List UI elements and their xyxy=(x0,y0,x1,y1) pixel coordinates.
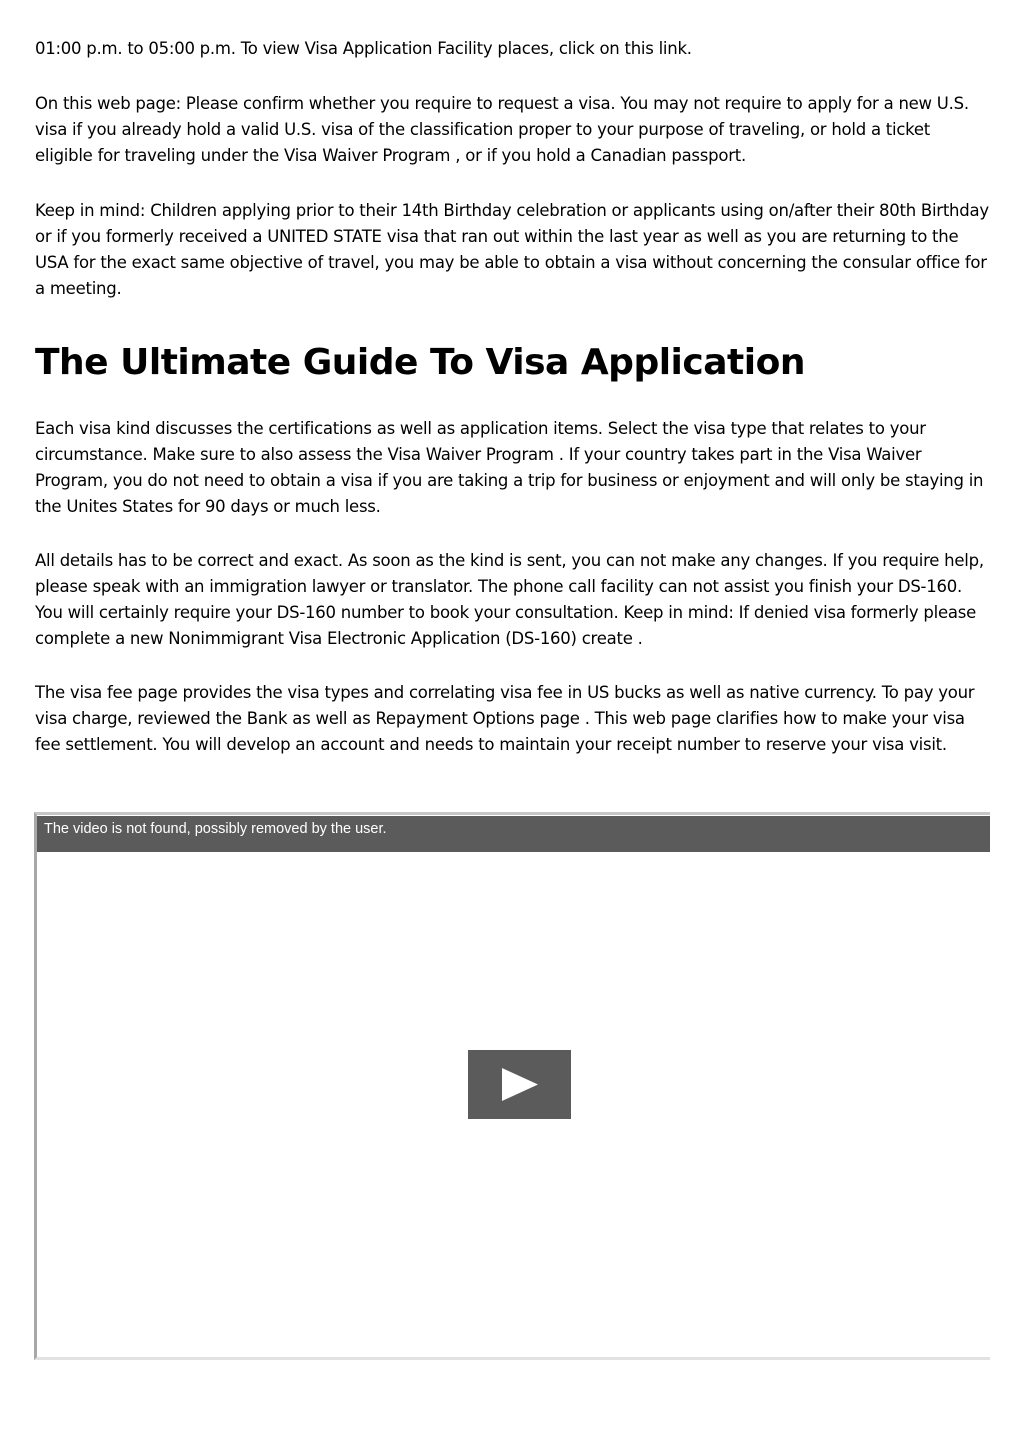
play-icon xyxy=(502,1068,538,1101)
paragraph-office-hours: 01:00 p.m. to 05:00 p.m. To view Visa Application Facility places, click on this link. xyxy=(35,39,692,58)
paragraph-visa-requirement: On this web page: Please confirm whether you require to request a visa. You may not require to apply for a new U.S. visa if you already hold a valid U.S. visa of the classification proper to your purpose of traveling, or hold a ticket eligible for traveling under the Visa Waiver Program , or if you hold a Canadian passport. xyxy=(35,94,969,165)
paragraph-ds160-details: All details has to be correct and exact. As soon as the kind is sent, you can not make any changes. If you require help, please speak with an immigration lawyer or translator. The phone call facility can not assist you finish your DS-160. You will certainly require your DS-160 number to book your consultation. Keep in mind: If denied visa formerly please complete a new Nonimmigrant Visa Electronic Application (DS-160) create . xyxy=(35,551,984,648)
play-button[interactable] xyxy=(468,1050,571,1119)
video-error-message: The video is not found, possibly removed by the user. xyxy=(44,821,387,837)
paragraph-visa-fee: The visa fee page provides the visa types and correlating visa fee in US bucks as well as native currency. To pay your visa charge, reviewed the Bank as well as Repayment Options page . This web page clarifies how to make your visa fee settlement. You will develop an account and needs to maintain your receipt number to reserve your visa visit. xyxy=(35,683,975,754)
video-embed[interactable] xyxy=(34,812,990,1360)
video-error-bar xyxy=(37,816,990,852)
paragraph-visa-kinds: Each visa kind discusses the certifications as well as application items. Select the visa type that relates to your circumstance. Make sure to also assess the Visa Waiver Program . If your country takes part in the Visa Waiver Program, you do not need to obtain a visa if you are taking a trip for business or enjoyment and will only be staying in the Unites States for 90 days or much less. xyxy=(35,419,984,516)
paragraph-age-exemption: Keep in mind: Children applying prior to their 14th Birthday celebration or applicants using on/after their 80th Birthday or if you formerly received a UNITED STATE visa that ran out within the last year as well as you are returning to the USA for the exact same objective of travel, you may be able to obtain a visa without concerning the consular office for a meeting. xyxy=(35,201,989,298)
section-heading: The Ultimate Guide To Visa Application xyxy=(35,342,805,383)
